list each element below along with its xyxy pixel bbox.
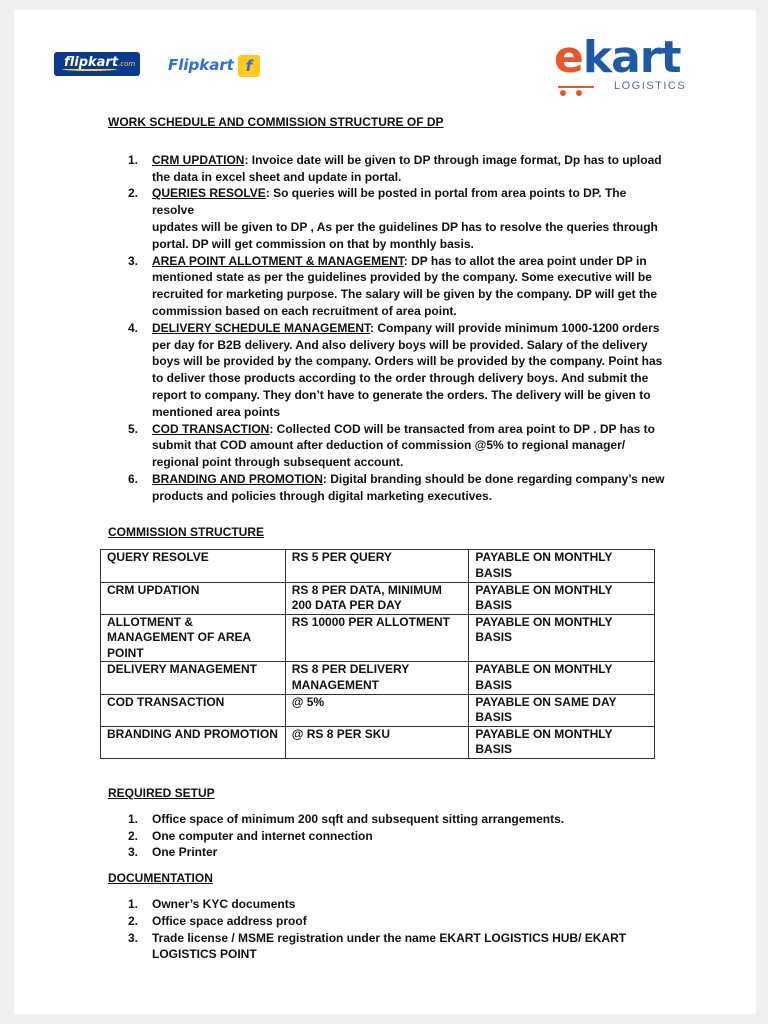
task-text: per day for B2B delivery. And also delivery boys will be provided. Salary of the delivery (152, 337, 648, 352)
task-text: : Company will provide minimum 1000-1200 orders (370, 320, 660, 335)
task-item (108, 471, 668, 505)
task-term: AREA POINT ALLOTMENT & MANAGEMENT (152, 253, 404, 268)
table-cell (469, 726, 655, 758)
task-number: 2. (128, 186, 139, 201)
table-cell (469, 662, 655, 694)
table-cell (285, 726, 469, 758)
task-term: COD TRANSACTION (152, 421, 270, 436)
cell-text: MANAGEMENT (291, 678, 380, 693)
commission-table (100, 549, 655, 759)
setup-item (108, 844, 668, 861)
task-term: QUERIES RESOLVE (152, 186, 266, 201)
table-cell (101, 726, 286, 758)
task-text: recruited for marketing purpose. The salary will be given by the company. DP will get the (152, 287, 658, 302)
task-number: 1. (128, 152, 139, 167)
task-text: portal. DP will get commission on that by monthly basis. (152, 236, 474, 251)
table-row (101, 726, 655, 758)
ekart-logo-wordmark: ekart (554, 32, 681, 83)
setup-number: 1. (128, 811, 139, 826)
setup-text: One Printer (152, 845, 218, 860)
flipkart-com-logo-text: flipkart (64, 55, 119, 70)
table-cell (101, 662, 286, 694)
document-body (108, 114, 668, 963)
documentation-heading: DOCUMENTATION (108, 871, 213, 886)
task-text: the data in excel sheet and update in portal. (152, 169, 402, 184)
document-title: WORK SCHEDULE AND COMMISSION STRUCTURE OF DP (108, 115, 444, 129)
documentation-text: Office space address proof (152, 913, 307, 928)
task-text: mentioned area points (152, 404, 281, 419)
documentation-number: 2. (128, 913, 139, 928)
task-item (108, 320, 668, 421)
setup-text: One computer and internet connection (152, 828, 373, 843)
cell-text: DELIVERY MANAGEMENT (107, 662, 258, 677)
task-text: : Collected COD will be transacted from area point to DP . DP has to (269, 421, 655, 436)
task-text: to deliver those products according to the order through delivery boys. And submit the (152, 371, 649, 386)
task-item (108, 253, 668, 320)
cell-text: PAYABLE ON MONTHLY BASIS (475, 662, 613, 693)
task-number: 3. (128, 253, 139, 268)
cell-text: @ 5% (291, 694, 325, 709)
task-text: : DP has to allot the area point under DP in (403, 253, 647, 268)
setup-item (108, 828, 668, 845)
setup-text: Office space of minimum 200 sqft and subsequent sitting arrangements. (152, 811, 565, 826)
cell-text: PAYABLE ON MONTHLY BASIS (475, 614, 613, 645)
task-text: mentioned state as per the guidelines provided by the company. Some executive will be (152, 270, 652, 285)
task-text: : Digital branding should be done regarding company’s new (322, 471, 665, 486)
cell-text: CRM UPDATION (107, 582, 200, 597)
ekart-logo-subtitle: LOGISTICS (614, 80, 687, 92)
documentation-number: 1. (128, 897, 139, 912)
flipkart-logo-glyph: f (245, 56, 253, 75)
commission-heading: COMMISSION STRUCTURE (108, 524, 264, 539)
documentation-number: 3. (128, 930, 139, 945)
cell-text: PAYABLE ON SAME DAY BASIS (475, 694, 617, 725)
shopping-bag-icon (238, 55, 260, 77)
flipkart-logo-text: Flipkart (168, 56, 234, 74)
task-text: report to company. They don’t have to generate the orders. The delivery will be given to (152, 387, 651, 402)
cell-text: RS 8 PER DATA, MINIMUM (291, 582, 442, 597)
task-term: BRANDING AND PROMOTION (152, 471, 323, 486)
flipkart-com-logo (54, 52, 140, 76)
documentation-item (108, 913, 668, 930)
cell-text: BRANDING AND PROMOTION (107, 726, 278, 741)
cell-text: PAYABLE ON MONTHLY BASIS (475, 582, 613, 613)
table-row (101, 582, 655, 614)
documentation-item (108, 930, 668, 964)
ekart-logistics-logo (554, 32, 704, 96)
task-item (108, 152, 668, 186)
table-cell (285, 694, 469, 726)
documentation-list (108, 896, 668, 963)
setup-list (108, 811, 668, 861)
task-text: regional point through subsequent account. (152, 455, 404, 470)
table-cell (101, 614, 286, 662)
task-text: products and policies through digital marketing executives. (152, 488, 493, 503)
documentation-item (108, 896, 668, 913)
table-row (101, 550, 655, 582)
table-row (101, 614, 655, 662)
cell-text: COD TRANSACTION (107, 694, 225, 709)
task-number: 6. (128, 471, 139, 486)
table-cell (469, 694, 655, 726)
cell-text: @ RS 8 PER SKU (291, 726, 391, 741)
truck-icon (558, 86, 594, 92)
cell-text: RS 8 PER DELIVERY (291, 662, 410, 677)
table-cell (101, 582, 286, 614)
table-cell (101, 694, 286, 726)
documentation-text: Trade license / MSME registration under the name EKART LOGISTICS HUB/ EKART (152, 930, 627, 945)
cell-text: POINT (107, 645, 144, 660)
cell-text: MANAGEMENT OF AREA (107, 630, 252, 645)
documentation-text: LOGISTICS POINT (152, 947, 257, 962)
flipkart-logo (168, 54, 260, 76)
task-text: commission based on each recruitment of area point. (152, 303, 457, 318)
table-cell (101, 550, 286, 582)
setup-number: 3. (128, 845, 139, 860)
cell-text: ALLOTMENT & (107, 614, 193, 629)
task-text: boys will be provided by the company. Orders will be provided by the company. Point has (152, 354, 663, 369)
cell-text: PAYABLE ON MONTHLY BASIS (475, 726, 613, 757)
table-cell (469, 582, 655, 614)
setup-heading: REQUIRED SETUP (108, 786, 215, 801)
task-item (108, 185, 668, 252)
task-list (108, 152, 668, 505)
cell-text: 200 DATA PER DAY (291, 598, 402, 613)
setup-item (108, 811, 668, 828)
task-number: 5. (128, 421, 139, 436)
setup-number: 2. (128, 828, 139, 843)
cell-text: QUERY RESOLVE (107, 550, 209, 565)
task-text: : So queries will be posted in portal from area points to DP. The resolve (152, 186, 627, 218)
cell-text: RS 5 PER QUERY (291, 550, 392, 565)
cell-text: PAYABLE ON MONTHLY BASIS (475, 550, 613, 580)
table-cell (285, 582, 469, 614)
table-cell (285, 550, 469, 582)
table-row (101, 694, 655, 726)
task-text: : Invoice date will be given to DP through image format, Dp has to upload (244, 152, 662, 167)
table-row (101, 662, 655, 694)
task-text: updates will be given to DP , As per the guidelines DP has to resolve the queries through (152, 219, 658, 234)
task-item (108, 421, 668, 471)
task-number: 4. (128, 320, 139, 335)
flipkart-com-logo-suffix: .com (118, 60, 136, 68)
task-term: CRM UPDATION (152, 152, 245, 167)
cell-text: RS 10000 PER ALLOTMENT (291, 614, 450, 629)
task-term: DELIVERY SCHEDULE MANAGEMENT (152, 320, 371, 335)
table-cell (285, 662, 469, 694)
documentation-text: Owner’s KYC documents (152, 897, 296, 912)
table-cell (469, 550, 655, 582)
table-cell (469, 614, 655, 662)
swoosh-icon (62, 67, 117, 71)
table-cell (285, 614, 469, 662)
document-page (14, 10, 756, 1014)
task-text: submit that COD amount after deduction of commission @5% to regional manager/ (152, 438, 626, 453)
